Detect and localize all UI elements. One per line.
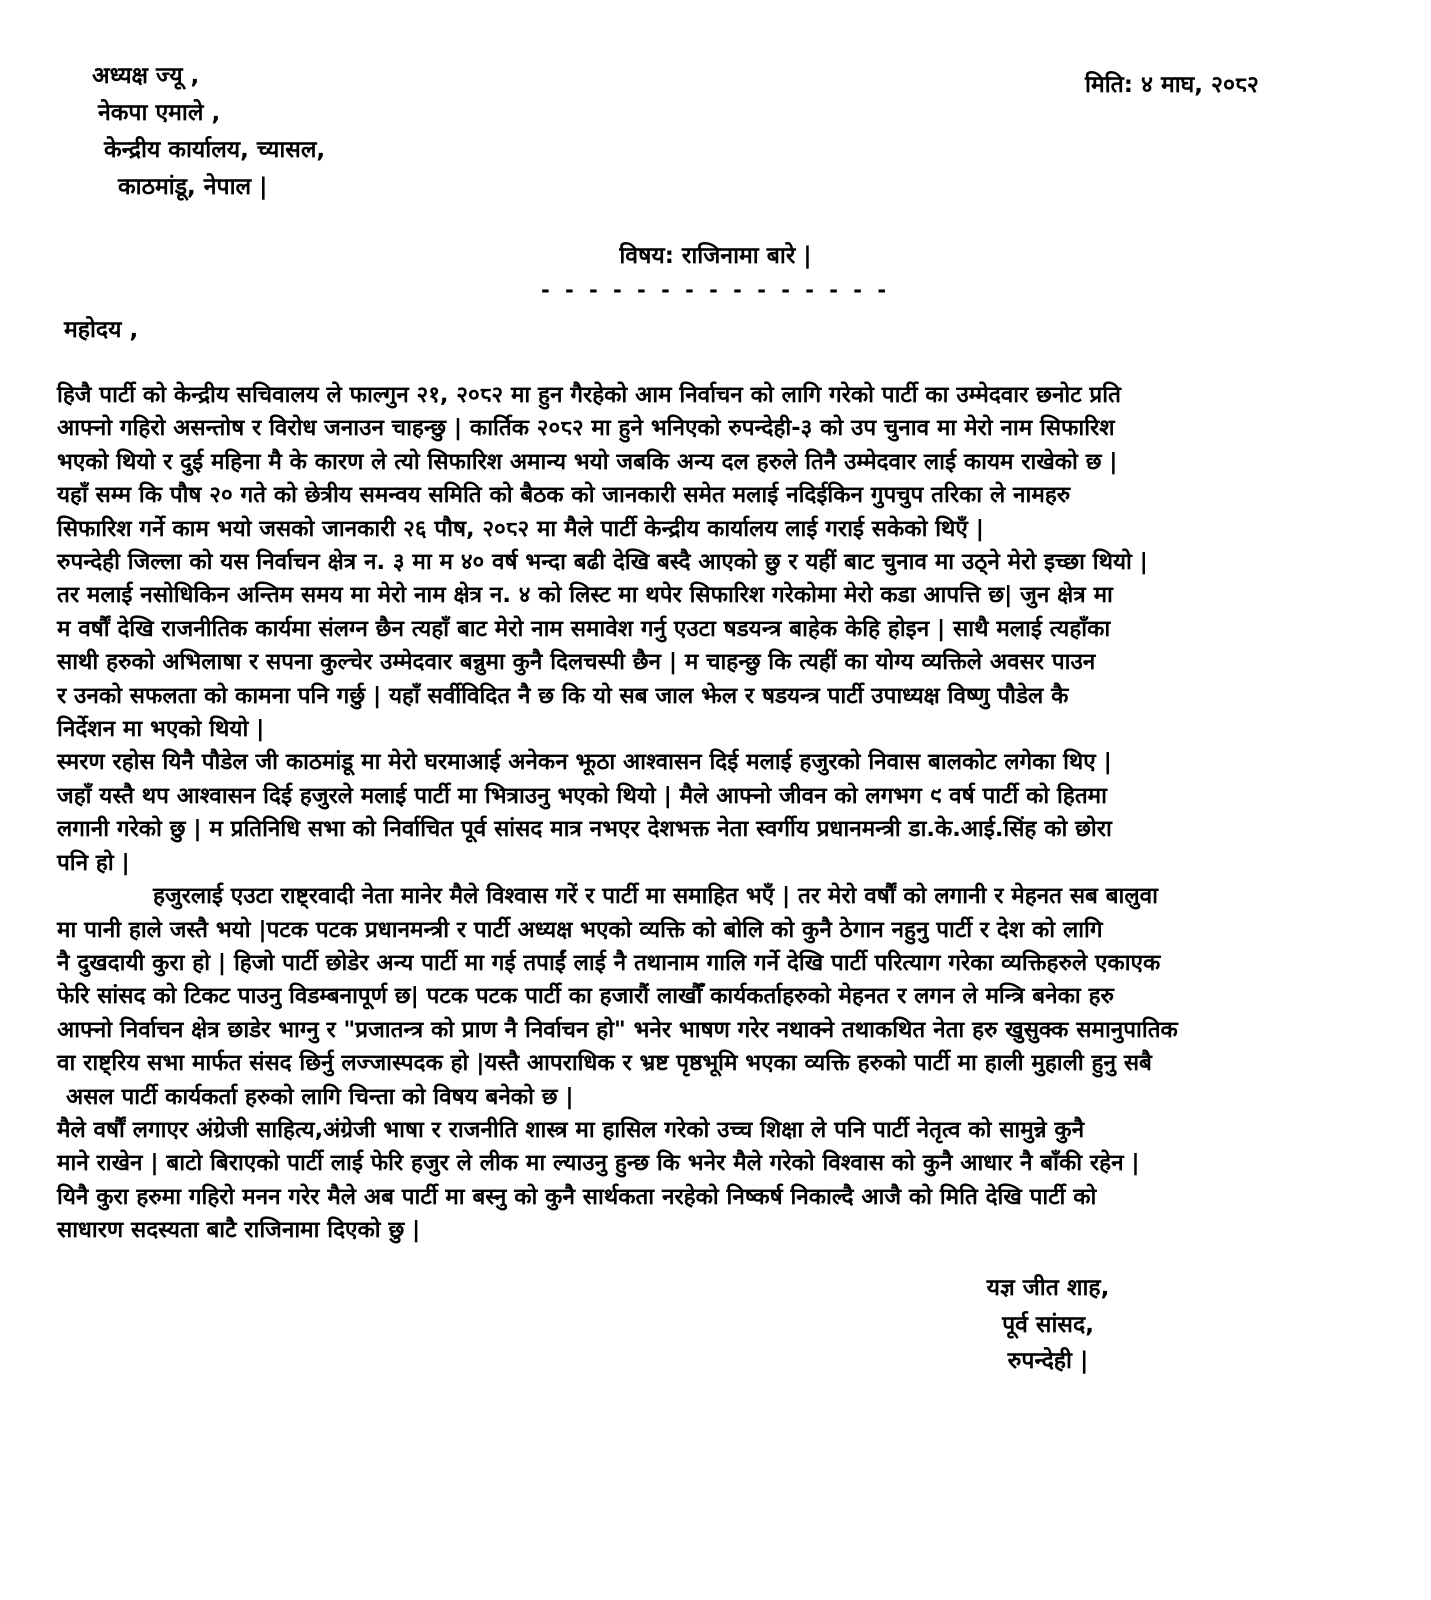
body-line: भएको थियो र दुई महिना मै के कारण ले त्यो सिफारिश अमान्य भयो जबकि अन्य दल हरुले तिनै उम्मेदवार लाई कायम राखेको छ |	[57, 448, 1118, 475]
letter-body	[57, 379, 1402, 1248]
body-line: तर मलाई नसोधिकिन अन्तिम समय मा मेरो नाम क्षेत्र न. ४ को लिस्ट मा थपेर सिफारिश गरेकोमा मेरो कडा आपत्ति छ| जुन क्षेत्र मा	[57, 582, 1113, 609]
body-line: साधारण सदस्यता बाटै राजिनामा दिएको छु |	[57, 1217, 421, 1244]
body-line: सिफारिश गर्ने काम भयो जसको जानकारी २६ पौष, २०८२ मा मैले पार्टी केन्द्रीय कार्यालय लाई गराई सकेको थिएँ |	[57, 515, 984, 542]
body-line: फेरि सांसद को टिकट पाउनु विडम्बनापूर्ण छ| पटक पटक पार्टी का हजारौं लाखौँ कार्यकर्ताहरुको मेहनत र लगन ले मन्त्रि बनेका हरु	[57, 983, 1114, 1010]
signature-district: रुपन्देही |	[1007, 1348, 1089, 1374]
body-line: र उनको सफलता को कामना पनि गर्छु | यहाँ सर्वीविदित नै छ कि यो सब जाल झेल र षडयन्त्र पार्टी उपाध्यक्ष विष्णु पौडेल कै	[57, 682, 1069, 709]
body-line: मैले वर्षौं लगाएर अंग्रेजी साहित्य,अंग्रेजी भाषा र राजनीति शास्त्र मा हासिल गरेको उच्च शिक्षा ले पनि पार्टी नेतृत्व को सामुन्ने कुनै	[57, 1116, 1085, 1143]
body-line: आफ्नो निर्वाचन क्षेत्र छाडेर भाग्नु र "प्रजातन्त्र को प्राण नै निर्वाचन हो" भनेर भाषण गरेर नथाक्ने तथाकथित नेता हरु खुसुक्क समानुपातिक	[57, 1016, 1178, 1043]
body-line: रुपन्देही जिल्ला को यस निर्वाचन क्षेत्र न. ३ मा म ४० वर्ष भन्दा बढी देखि बस्दै आएको छु र यहीं बाट चुनाव मा उठ्ने मेरो इच्छा थियो |	[57, 549, 1148, 576]
body-line: हिजै पार्टी को केन्द्रीय सचिवालय ले फाल्गुन २१, २०८२ मा हुन गैरहेको आम निर्वाचन को लागि गरेको पार्टी का उम्मेदवार छनोट प्रति	[57, 382, 1121, 408]
body-line: यिनै कुरा हरुमा गहिरो मनन गरेर मैले अब पार्टी मा बस्नु को कुनै सार्थकता नरहेको निष्कर्ष निकाल्दै आजै को मिति देखि पार्टी को	[57, 1183, 1097, 1210]
body-line: जहाँ यस्तै थप आश्वासन दिई हजुरले मलाई पार्टी मा भित्राउनु भएको थियो | मैले आफ्नो जीवन को लगभग ९ वर्ष पार्टी को हितमा	[57, 782, 1107, 809]
body-line: म वर्षौं देखि राजनीतिक कार्यमा संलग्न छैन त्यहाँ बाट मेरो नाम समावेश गर्नु एउटा षडयन्त्र बाहेक केहि होइन | साथै मलाई त्यहाँका	[57, 615, 1111, 642]
body-line: पनि हो |	[57, 849, 130, 876]
signature-name: यज्ञ जीत शाह,	[986, 1275, 1110, 1301]
body-line: माने राखेन | बाटो बिराएको पार्टी लाई फेरि हजुर ले लीक मा ल्याउनु हुन्छ कि भनेर मैले गरेको विश्वास को कुनै आधार नै बाँकी रहेन |	[57, 1150, 1140, 1177]
salutation: महोदय ,	[64, 317, 139, 343]
body-line: असल पार्टी कार्यकर्ता हरुको लागि चिन्ता को विषय बनेको छ |	[66, 1083, 574, 1110]
recipient-line: केन्द्रीय कार्यालय, च्यासल,	[104, 137, 326, 163]
body-line: हजुरलाई एउटा राष्ट्रवादी नेता मानेर मैले विश्वास गरें र पार्टी मा समाहित भएँ | तर मेरो वर्षौं को लगानी र मेहनत सब बालुवा	[153, 883, 1158, 910]
recipient-line: काठमांडू, नेपाल |	[118, 174, 268, 200]
body-line: स्मरण रहोस यिनै पौडेल जी काठमांडू मा मेरो घरमाआई अनेकन झूठा आश्वासन दिई मलाई हजुरको निवास बालकोट लगेका थिए |	[57, 749, 1112, 776]
letter-date: मिति: ४ माघ, २०८२	[1085, 72, 1259, 98]
signature-block	[928, 1270, 1168, 1380]
recipient-address	[92, 58, 325, 206]
body-line: आफ्नो गहिरो असन्तोष र विरोध जनाउन चाहन्छु | कार्तिक २०८२ मा हुने भनिएको रुपन्देही-३ को उप चुनाव मा मेरो नाम सिफारिश	[57, 415, 1115, 442]
body-line: साथी हरुको अभिलाषा र सपना कुल्चेर उम्मेदवार बन्नुमा कुनै दिलचस्पी छैन | म चाहन्छु कि त्यहीं का योग्य व्यक्तिले अवसर पाउन	[57, 649, 1096, 676]
subject-block	[0, 238, 1431, 302]
body-line: वा राष्ट्रिय सभा मार्फत संसद छिर्नु लज्जास्पदक हो |यस्तै आपराधिक र भ्रष्ट पृष्ठभूमि भएका व्यक्ति हरुको पार्टी मा हाली मुहाली हुनु सबै	[57, 1050, 1152, 1077]
signature-title: पूर्व सांसद,	[1002, 1311, 1094, 1338]
body-line: मा पानी हाले जस्तै भयो |पटक पटक प्रधानमन्त्री र पार्टी अध्यक्ष भएको व्यक्ति को बोलि को कुनै ठेगान नहुनु पार्टी र देश को लागि	[57, 916, 1103, 943]
body-line: यहाँ सम्म कि पौष २० गते को छेत्रीय समन्वय समिति को बैठक को जानकारी समेत मलाई नदिईकिन गुपचुप तरिका ले नामहरु	[57, 482, 1071, 509]
body-line: लगानी गरेको छु | म प्रतिनिधि सभा को निर्वाचित पूर्व सांसद मात्र नभएर देशभक्त नेता स्वर्गीय प्रधानमन्त्री डा.के.आई.सिंह को छोरा	[57, 816, 1112, 843]
recipient-line: नेकपा एमाले ,	[98, 100, 221, 126]
subject-line: विषय: राजिनामा बारे |	[619, 243, 812, 269]
subject-underline: - - - - - - - - - - - - - - -	[540, 278, 891, 302]
body-line: नै दुखदायी कुरा हो | हिजो पार्टी छोडेर अन्य पार्टी मा गई तपाईं लाई नै तथानाम गालि गर्ने देखि पार्टी परित्याग गरेका व्यक्तिहरुले एकाएक	[57, 949, 1161, 976]
recipient-line: अध्यक्ष ज्यू ,	[92, 63, 200, 89]
body-line: निर्देशन मा भएको थियो |	[57, 716, 265, 743]
